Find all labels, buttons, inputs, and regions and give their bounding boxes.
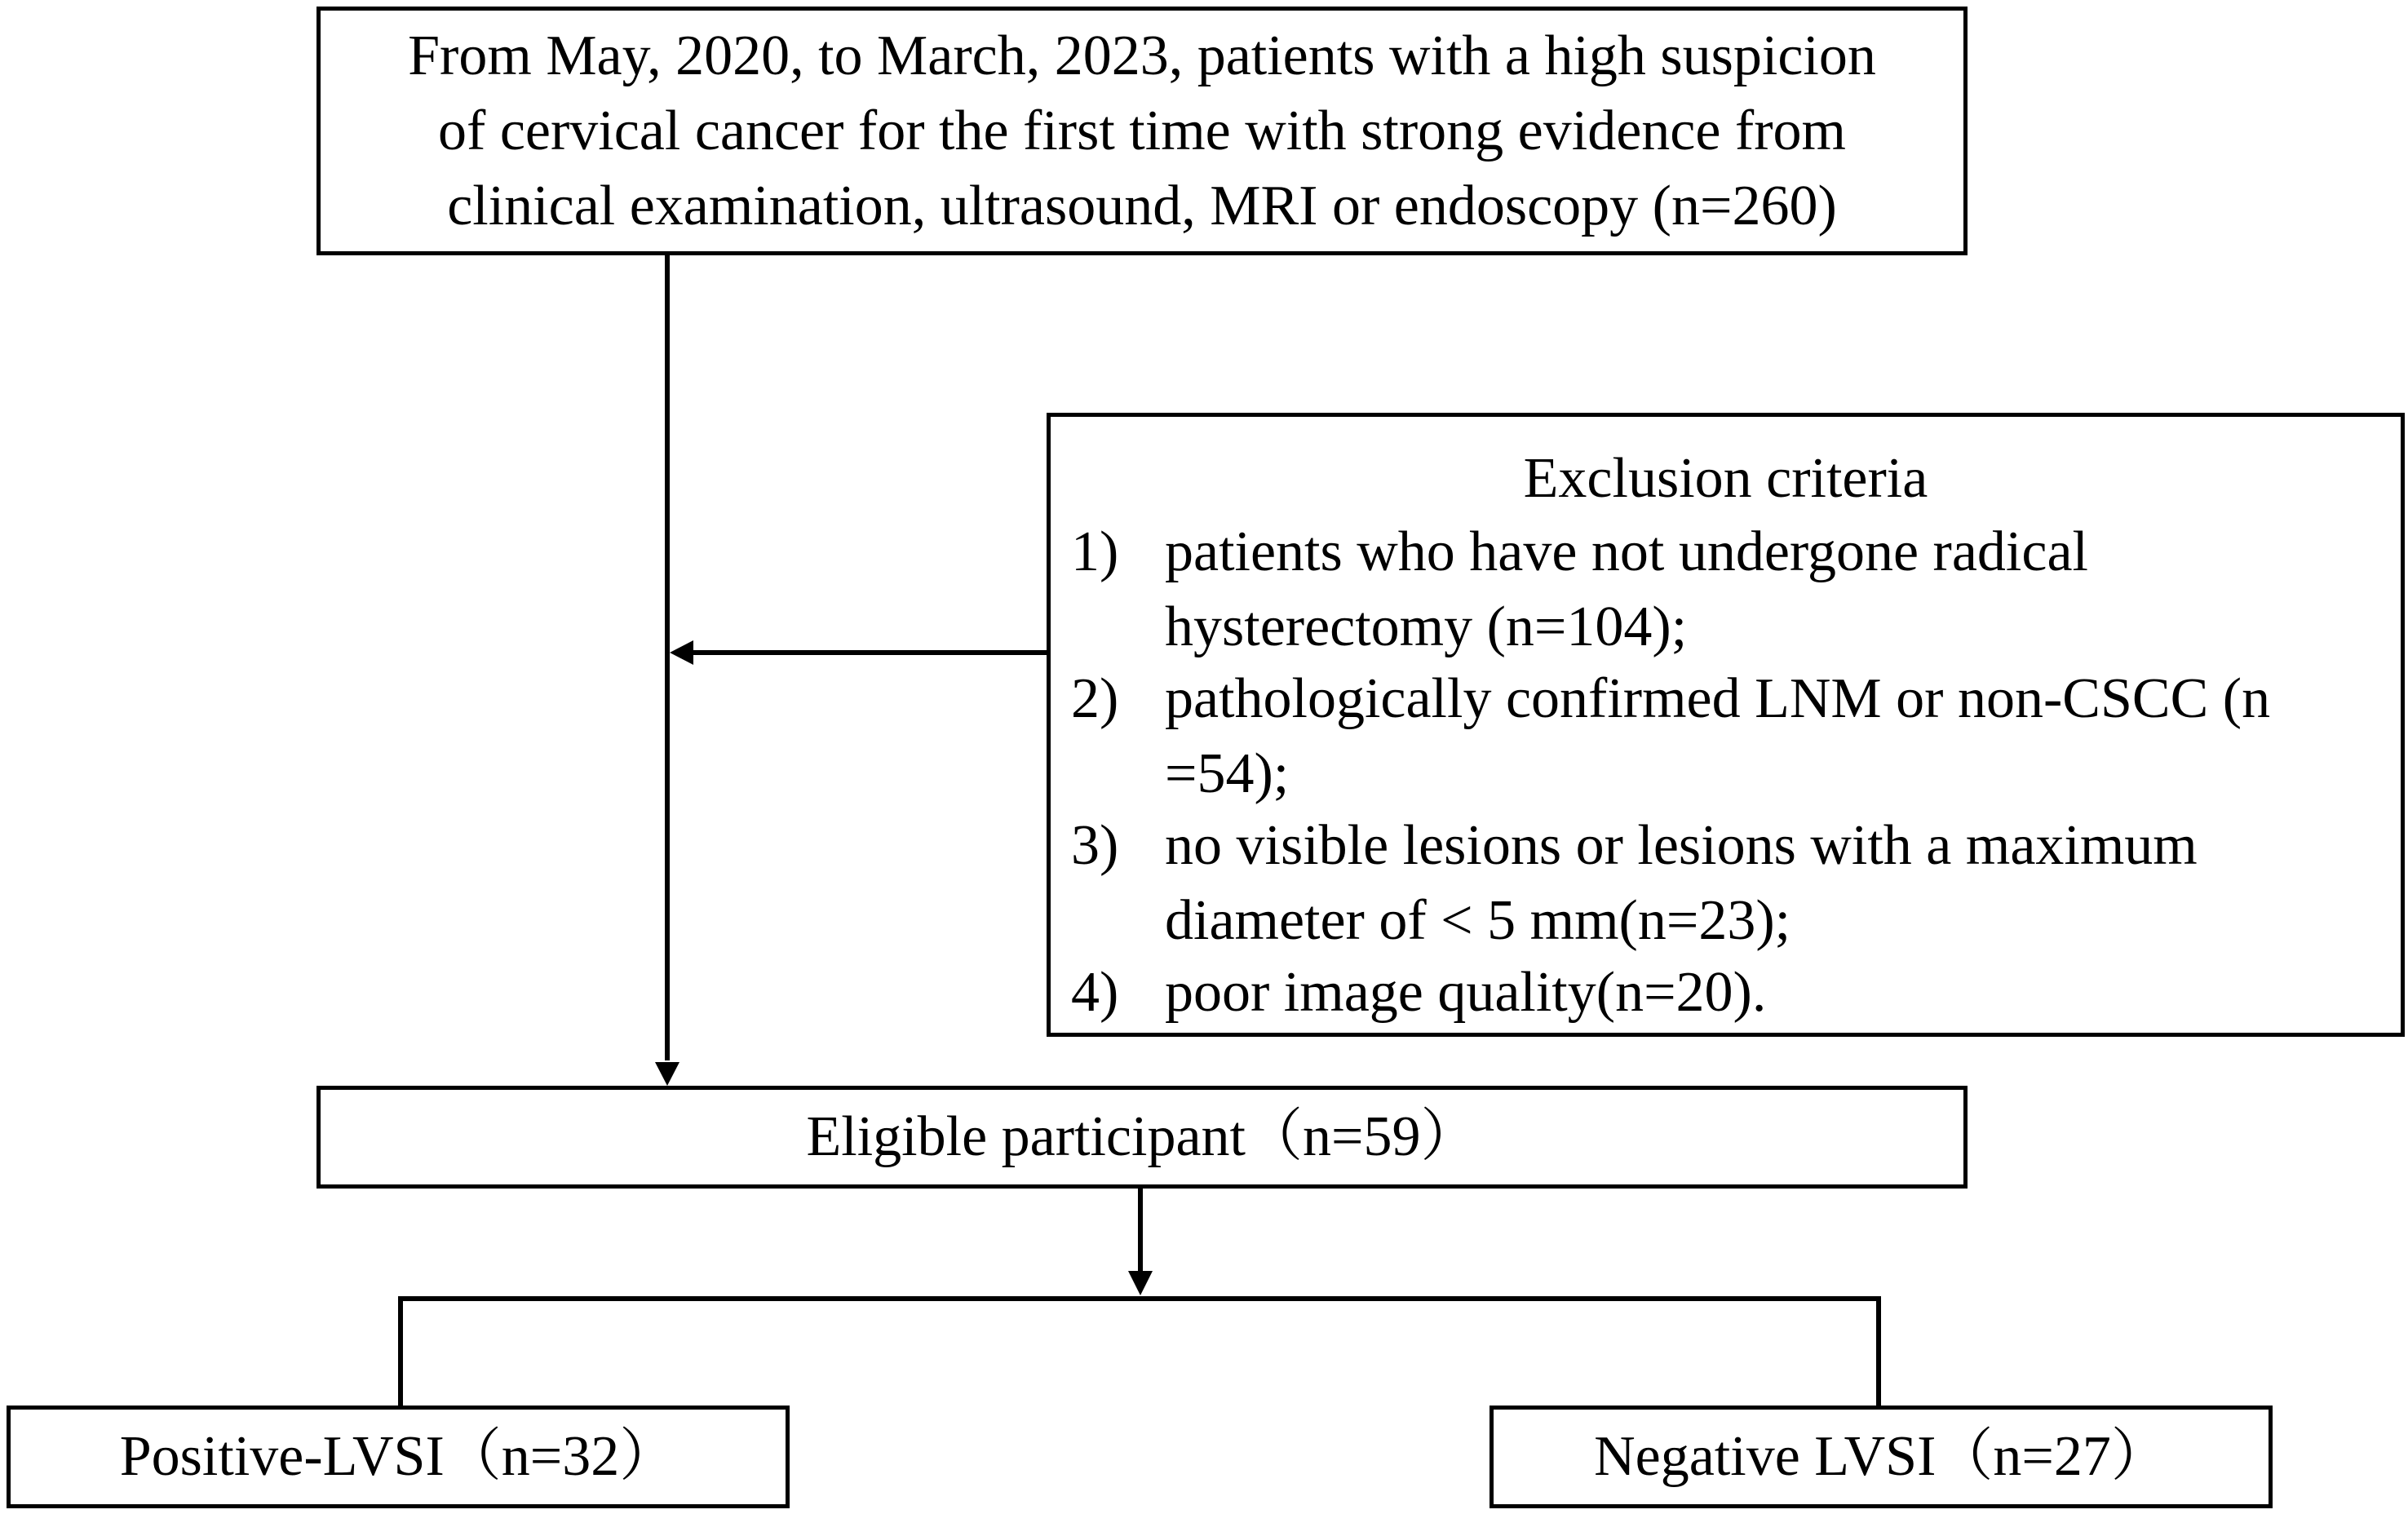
exclusion-criteria-box (1047, 413, 2405, 1037)
criterion-text-line: =54); (1165, 742, 1290, 805)
criterion-number: 1) (1071, 520, 1119, 583)
criterion-text-line: hysterectomy (n=104); (1165, 595, 1688, 658)
criterion-number: 3) (1071, 814, 1119, 877)
criterion-number: 2) (1071, 667, 1119, 730)
source-line-1: From May, 2020, to March, 2023, patients with a high suspicion (408, 24, 1876, 87)
eligible-label: Eligible participant（n=59） (806, 1105, 1478, 1168)
source-line-2: of cervical cancer for the first time with strong evidence from (438, 99, 1846, 162)
negative-lvsi-box (1490, 1406, 2273, 1508)
eligible-participants-box (316, 1086, 1968, 1189)
criterion-text-line: pathologically confirmed LNM or non-CSCC (n (1165, 667, 2271, 730)
criterion-text-line: patients who have not undergone radical (1165, 520, 2088, 583)
criterion-text-line: diameter of < 5 mm(n=23); (1165, 889, 1791, 952)
arrowhead-to-split (1128, 1271, 1153, 1295)
arrowhead-exclusion (670, 640, 693, 665)
source-line-3: clinical examination, ultrasound, MRI or endoscopy (n=260) (447, 174, 1837, 237)
source-population-box (316, 7, 1968, 255)
criterion-number: 4) (1071, 961, 1119, 1024)
arrowhead-to-eligible (655, 1062, 679, 1086)
criterion-text-line: poor image quality(n=20). (1165, 961, 1767, 1024)
criterion-text-line: no visible lesions or lesions with a maximum (1165, 814, 2198, 877)
exclusion-title: Exclusion criteria (1523, 447, 1928, 510)
negative-lvsi-label: Negative LVSI（n=27） (1594, 1425, 2168, 1488)
positive-lvsi-label: Positive-LVSI（n=32） (119, 1425, 677, 1488)
positive-lvsi-box (7, 1406, 790, 1508)
